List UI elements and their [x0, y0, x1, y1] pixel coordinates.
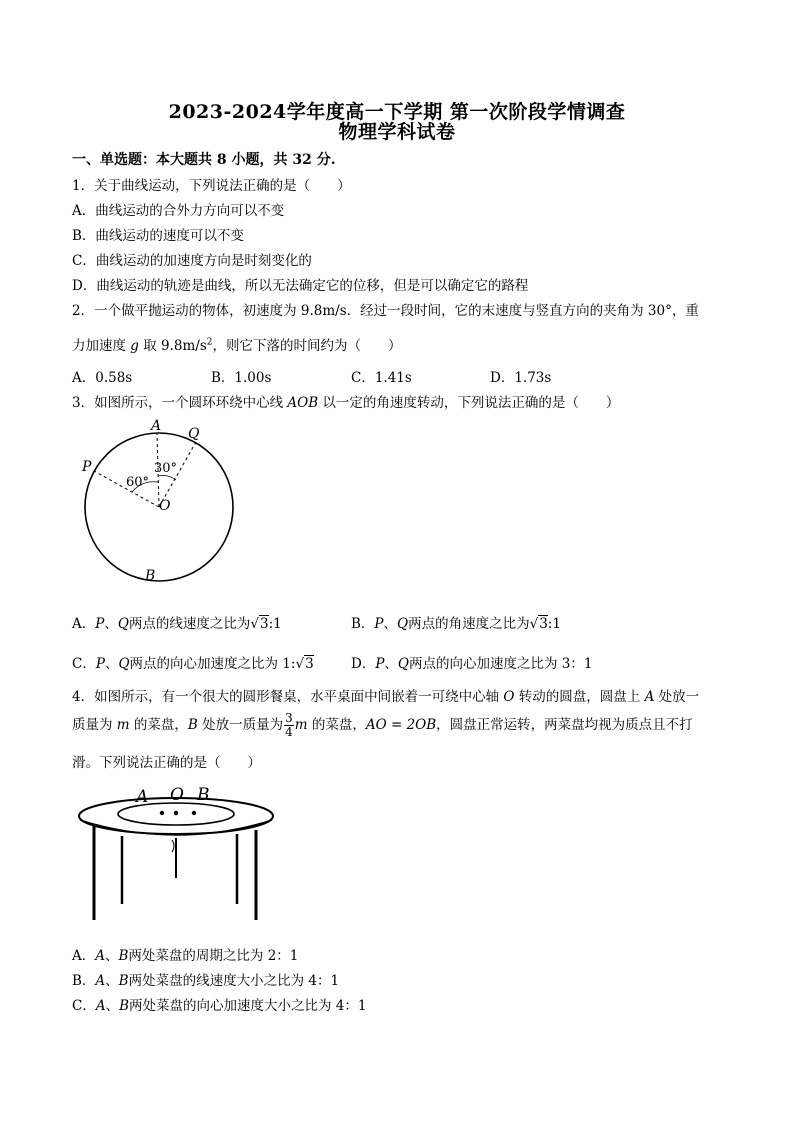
dish-b [192, 811, 196, 815]
q1-option-c: C．曲线运动的加速度方向是时刻变化的 [72, 253, 312, 269]
option-letter: A． [72, 616, 96, 632]
symbol-m: m [294, 717, 308, 733]
separator: 、 [384, 656, 398, 672]
option-text: 两点的向心加速度之比为 1: [129, 656, 296, 672]
angle-arc-30 [158, 476, 176, 481]
section-heading: 一、单选题：本大题共 8 小题，共 32 分. [72, 152, 336, 168]
dish-a [160, 811, 164, 815]
point-p: P [374, 616, 384, 632]
axle-detail [172, 840, 174, 852]
q2-superscript: 2 [206, 337, 213, 348]
point-a: A [644, 689, 655, 705]
q3-ring-figure [72, 414, 252, 594]
point-b: B [119, 998, 130, 1014]
separator: 、 [105, 973, 119, 989]
radicand: 3 [260, 616, 269, 632]
q4-stem-line2 [72, 712, 693, 739]
q1-stem: 1．关于曲线运动，下列说法正确的是（ ） [72, 178, 351, 194]
numerator: 3 [285, 711, 293, 725]
point-q: Q [397, 616, 409, 632]
q4-text: 转动的圆盘，圆盘上 [514, 689, 645, 705]
point-b: B [187, 717, 198, 733]
sqrt-expression: √3 [295, 656, 314, 672]
separator: 、 [105, 998, 120, 1014]
option-letter: B． [72, 973, 96, 989]
option-text: 两点的线速度之比为 [128, 616, 251, 632]
option-text: 两处菜盘的线速度大小之比为 4：1 [128, 973, 340, 989]
radicand: 3 [305, 656, 314, 672]
q4-table-figure [72, 780, 282, 928]
q4-stem-line3: 滑。下列说法正确的是（ ） [72, 755, 261, 771]
q4-stem-line1 [72, 685, 699, 705]
point-b: B [118, 948, 129, 964]
label-a: A [151, 418, 162, 434]
point-a: A [95, 998, 106, 1014]
q3-option-d [351, 652, 592, 672]
point-q: Q [118, 656, 130, 672]
q2-stem-line2 [72, 334, 402, 354]
denominator: 4 [285, 725, 293, 739]
q3-option-c [72, 652, 314, 672]
point-p: P [95, 656, 105, 672]
q2-option-d: D．1.73s [490, 370, 552, 386]
option-text: 两点的角速度之比为 [408, 616, 530, 632]
q2-option-c: C．1.41s [351, 370, 412, 386]
label-p: P [82, 459, 92, 475]
option-text: 两处菜盘的向心加速度大小之比为 4：1 [129, 998, 367, 1014]
q1-option-a: A．曲线运动的合外力方向可以不变 [72, 203, 285, 219]
point-p: P [95, 616, 105, 632]
q3-axis-label: AOB [287, 395, 319, 411]
option-text: :1 [268, 616, 282, 632]
q2-option-a: A．0.58s [72, 370, 133, 386]
label-q: Q [188, 426, 200, 442]
point-q: Q [397, 656, 409, 672]
q4-option-a [72, 944, 298, 964]
q3-option-b [351, 612, 561, 632]
exam-subtitle: 物理学科试卷 [338, 121, 456, 143]
q3-stem [72, 391, 619, 411]
q4-text: 的菜盘， [307, 717, 366, 733]
q4-text: 4．如图所示，有一个很大的圆形餐桌，水平桌面中间嵌着一可绕中心轴 [72, 689, 504, 705]
q4-text: 的菜盘， [129, 717, 188, 733]
q3-option-a [72, 612, 282, 632]
point-a: A [95, 948, 105, 964]
center-o [174, 811, 178, 815]
angle-label-60: 60° [126, 475, 150, 490]
point-a: A [95, 973, 106, 989]
radicand: 3 [539, 616, 548, 632]
option-letter: C． [72, 656, 96, 672]
symbol-m: m [116, 717, 130, 733]
q3-text: 以一定的角速度转动，下列说法正确的是（ ） [318, 395, 620, 411]
q2-text: 取 9.8m/s [138, 338, 207, 354]
option-text: 两处菜盘的周期之比为 2：1 [128, 948, 299, 964]
label-b: B [145, 568, 156, 584]
option-letter: C． [72, 998, 96, 1014]
q4-text: 质量为 [72, 717, 117, 733]
point-b: B [118, 973, 129, 989]
q2-text: ，则它下落的时间约为（ ） [212, 338, 402, 354]
option-text: 两点的向心加速度之比为 3：1 [409, 656, 593, 672]
sqrt-expression: √3 [250, 616, 269, 632]
point-q: Q [117, 616, 129, 632]
label-o: O [170, 785, 184, 805]
q2-option-b: B．1.00s [211, 370, 272, 386]
table-edge [80, 820, 272, 835]
q1-option-b: B．曲线运动的速度可以不变 [72, 228, 244, 244]
q2-text: 力加速度 [72, 338, 131, 354]
option-text: :1 [547, 616, 561, 632]
separator: 、 [105, 948, 119, 964]
q2-symbol-g: g [130, 338, 139, 354]
separator: 、 [104, 656, 119, 672]
q4-option-b [72, 969, 339, 989]
q4-text: ，圆盘正常运转，两菜盘均视为质点且不打 [436, 717, 693, 733]
q4-text: 处放一质量为 [197, 717, 284, 733]
fraction-three-quarters [284, 712, 294, 739]
angle-label-30: 30° [154, 461, 178, 476]
q2-stem-line1: 2．一个做平抛运动的物体，初速度为 9.8m/s．经过一段时间，它的末速度与竖直方向的夹角为 30°，重 [72, 303, 699, 319]
q1-option-d: D．曲线运动的轨迹是曲线，所以无法确定它的位移，但是可以确定它的路程 [72, 278, 529, 294]
separator: 、 [104, 616, 118, 632]
label-a: A [136, 787, 149, 807]
sqrt-expression: √3 [529, 616, 548, 632]
point-p: P [375, 656, 385, 672]
exam-title: 2023-2024学年度高一下学期 第一次阶段学情调查 [168, 101, 626, 123]
q3-text: 3．如图所示，一个圆环环绕中心线 [72, 395, 288, 411]
option-letter: D． [351, 656, 376, 672]
separator: 、 [383, 616, 398, 632]
point-o: O [503, 689, 515, 705]
option-letter: B． [351, 616, 375, 632]
q4-text: 处放一 [654, 689, 700, 705]
equation: AO = 2OB [365, 717, 437, 733]
option-letter: A． [72, 948, 96, 964]
q4-option-c [72, 994, 367, 1014]
label-b: B [197, 785, 210, 805]
label-o: O [159, 498, 171, 514]
